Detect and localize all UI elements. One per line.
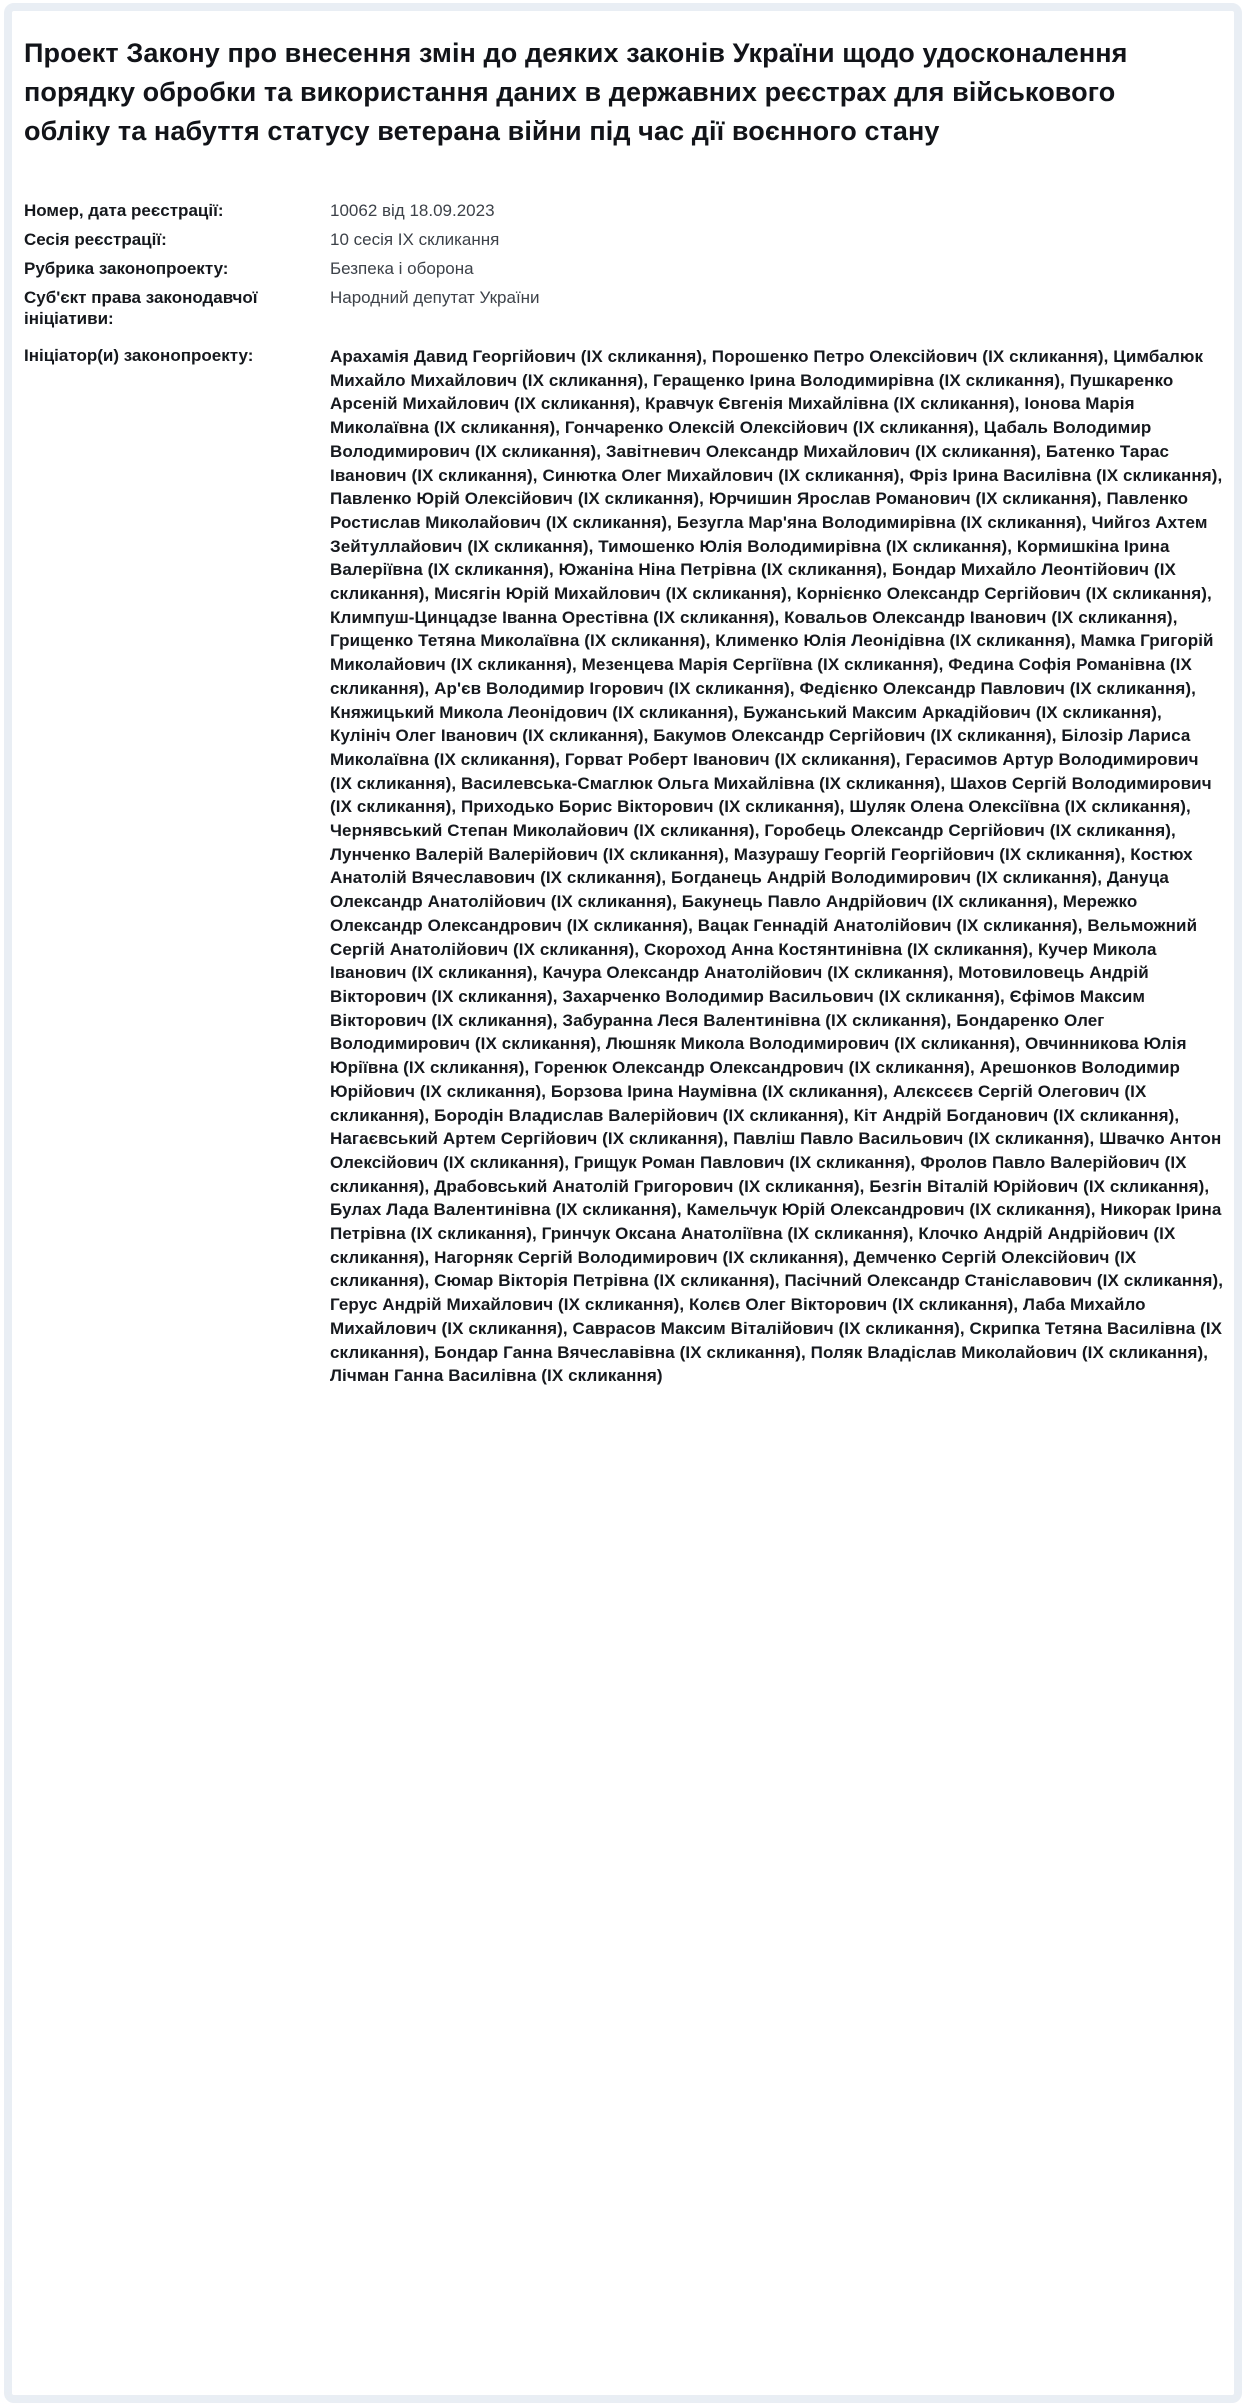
bill-metadata-table (24, 200, 1225, 1388)
meta-value: 10 сесія ІХ скликання (330, 230, 500, 249)
meta-row-registration-number (24, 200, 1225, 221)
meta-value: Безпека і оборона (330, 259, 474, 278)
meta-value: 10062 від 18.09.2023 (330, 201, 495, 220)
meta-row-initiators (24, 345, 1225, 1388)
page-title: Проект Закону про внесення змін до деяких законів України щодо удосконалення порядку обробки та використання даних в державних реєстрах для військового обліку та набуття статусу ветерана війни під час дії воєнного стану (24, 38, 1128, 146)
meta-label: Суб'єкт права законодавчої ініціативи: (24, 288, 258, 328)
meta-value: Народний депутат України (330, 288, 540, 307)
meta-label: Ініціатор(и) законопроекту: (24, 346, 254, 365)
initiators-list: Арахамія Давид Георгійович (ІХ скликання), Порошенко Петро Олексійович (ІХ скликання), Цимбалюк Михайло Михайлович (ІХ скликання), Геращенко Ірина Володимирівна (ІХ скликання), Пушкаренко Арсеній Михайлович (ІХ скликання), Кравчук Євгенія Михайлівна (ІХ скликання), Іонова Марія Миколаївна (ІХ скликання), Гончаренко Олексій Олексійович (ІХ скликання), Цабаль Володимир Володимирович (ІХ скликання), Завітневич Олександр Михайлович (ІХ скликання), Батенко Тарас Іванович (ІХ скликання), Синютка Олег Михайлович (ІХ скликання), Фріз Ірина Василівна (ІХ скликання), Павленко Юрій Олексійович (ІХ скликання), Юрчишин Ярослав Романович (ІХ скликання), Павленко Ростислав Миколайович (ІХ скликання), Безугла Мар'яна Володимирівна (ІХ скликання), Чийгоз Ахтем Зейтуллайович (ІХ скликання), Тимошенко Юлія Володимирівна (ІХ скликання), Кормишкіна Ірина Валеріївна (ІХ скликання), Южаніна Ніна Петрівна (ІХ скликання), Бондар Михайло Леонтійович (ІХ скликання), Мисягін Юрій Михайлович (ІХ скликання), Корнієнко Олександр Сергійович (ІХ скликання), Климпуш-Цинцадзе Іванна Орестівна (ІХ скликання), Ковальов Олександр Іванович (ІХ скликання), Грищенко Тетяна Миколаївна (ІХ скликання), Клименко Юлія Леонідівна (ІХ скликання), Мамка Григорій Миколайович (ІХ скликання), Мезенцева Марія Сергіївна (ІХ скликання), Федина Софія Романівна (ІХ скликання), Ар'єв Володимир Ігорович (ІХ скликання), Федієнко Олександр Павлович (ІХ скликання), Княжицький Микола Леонідович (ІХ скликання), Бужанський Максим Аркадійович (ІХ скликання), Кулініч Олег Іванович (ІХ скликання), Бакумов Олександр Сергійович (ІХ скликання), Білозір Лариса Миколаївна (ІХ скликання), Горват Роберт Іванович (ІХ скликання), Герасимов Артур Володимирович (ІХ скликання), Василевська-Смаглюк Ольга Михайлівна (ІХ скликання), Шахов Сергій Володимирович (ІХ скликання), Приходько Борис Вікторович (ІХ скликання), Шуляк Олена Олексіївна (ІХ скликання), Чернявський Степан Миколайович (ІХ скликання), Горобець Олександр Сергійович (ІХ скликання), Лунченко Валерій Валерійович (ІХ скликання), Мазурашу Георгій Георгійович (ІХ скликання), Костюх Анатолій Вячеславович (ІХ скликання), Богданець Андрій Володимирович (ІХ скликання), Дануца Олександр Анатолійович (ІХ скликання), Бакунець Павло Андрійович (ІХ скликання), Мережко Олександр Олександрович (ІХ скликання), Вацак Геннадій Анатолійович (ІХ скликання), Вельможний Сергій Анатолійович (ІХ скликання), Скороход Анна Костянтинівна (ІХ скликання), Кучер Микола Іванович (ІХ скликання), Качура Олександр Анатолійович (ІХ скликання), Мотовиловець Андрій Вікторович (ІХ скликання), Захарченко Володимир Васильович (ІХ скликання), Єфімов Максим Вікторович (ІХ скликання), Забуранна Леся Валентинівна (ІХ скликання), Бондаренко Олег Володимирович (ІХ скликання), Люшняк Микола Володимирович (ІХ скликання), Овчинникова Юлія Юріївна (ІХ скликання), Горенюк Олександр Олександрович (ІХ скликання), Арешонков Володимир Юрійович (ІХ скликання), Борзова Ірина Наумівна (ІХ скликання), Алєксєєв Сергій Олегович (ІХ скликання), Бородін Владислав Валерійович (ІХ скликання), Кіт Андрій Богданович (ІХ скликання), Нагаєвський Артем Сергійович (ІХ скликання), Павліш Павло Васильович (ІХ скликання), Швачко Антон Олексійович (ІХ скликання), Грищук Роман Павлович (ІХ скликання), Фролов Павло Валерійович (ІХ скликання), Драбовський Анатолій Григорович (ІХ скликання), Безгін Віталій Юрійович (ІХ скликання), Булах Лада Валентинівна (ІХ скликання), Камельчук Юрій Олександрович (ІХ скликання), Никорак Ірина Петрівна (ІХ скликання), Гринчук Оксана Анатоліївна (ІХ скликання), Клочко Андрій Андрійович (ІХ скликання), Нагорняк Сергій Володимирович (ІХ скликання), Демченко Сергій Олексійович (ІХ скликання), Сюмар Вікторія Петрівна (ІХ скликання), Пасічний Олександр Станіславович (ІХ скликання), Герус Андрій Михайлович (ІХ скликання), Колєв Олег Вікторович (ІХ скликання), Лаба Михайло Михайлович (ІХ скликання), Саврасов Максим Віталійович (ІХ скликання), Скрипка Тетяна Василівна (ІХ скликання), Бондар Ганна Вячеславівна (ІХ скликання), Поляк Владіслав Миколайович (ІХ скликання), Лічман Ганна Василівна (ІХ скликання) (330, 347, 1224, 1386)
meta-row-initiative-subject (24, 287, 1225, 329)
meta-row-session (24, 229, 1225, 250)
meta-label: Рубрика законопроекту: (24, 259, 229, 278)
meta-label: Сесія реєстрації: (24, 230, 167, 249)
meta-row-rubric (24, 258, 1225, 279)
meta-label: Номер, дата реєстрації: (24, 201, 224, 220)
